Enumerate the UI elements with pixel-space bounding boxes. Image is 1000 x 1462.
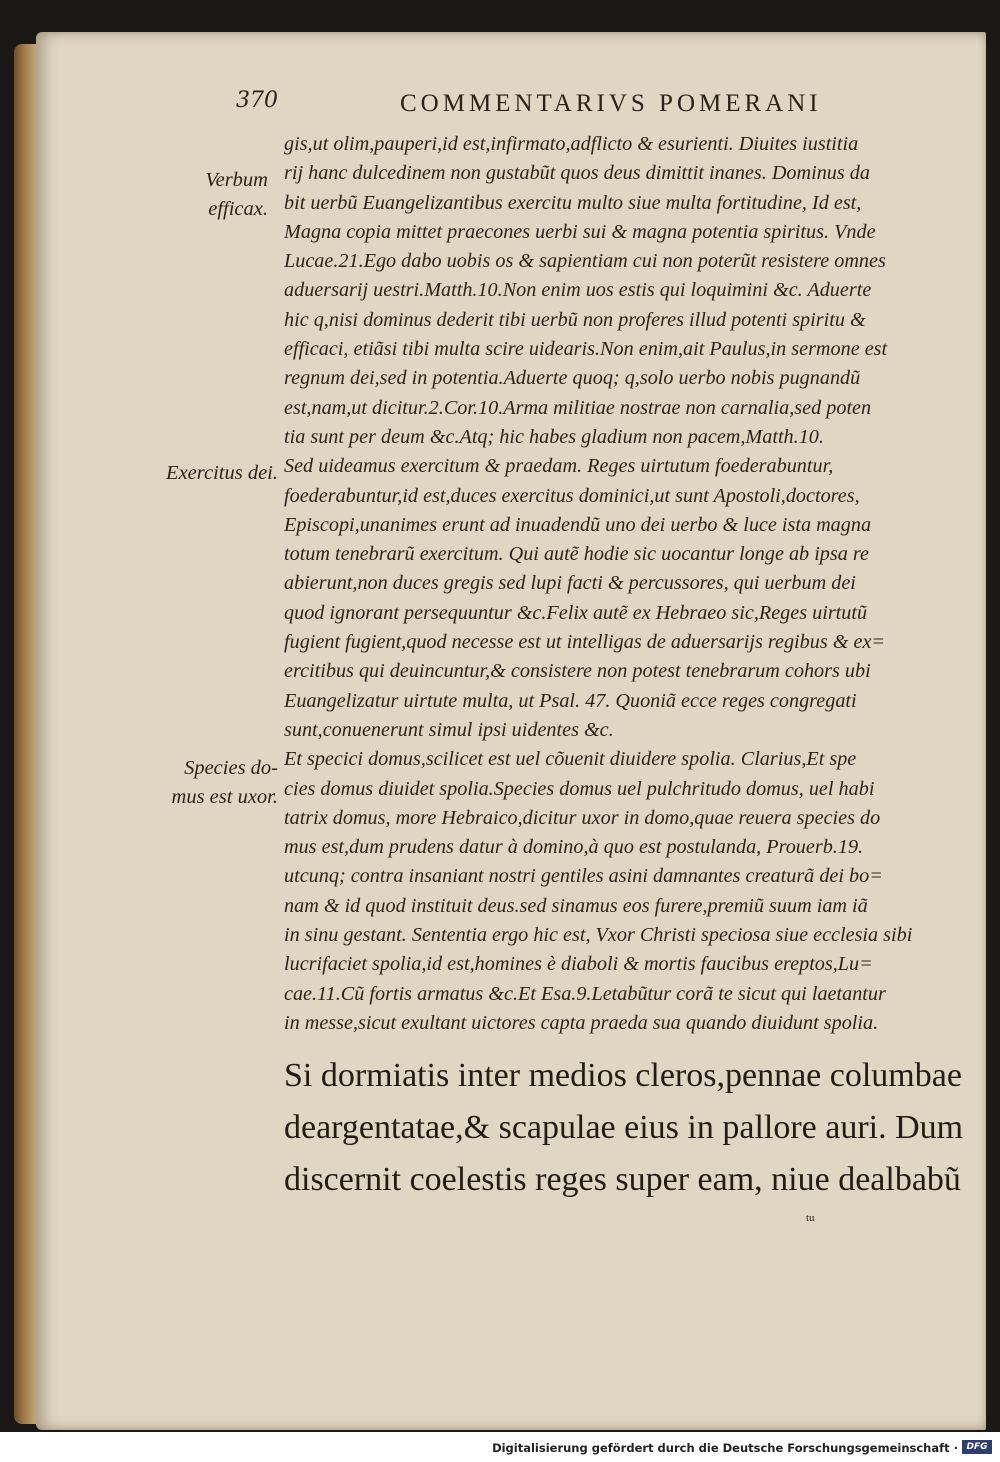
- text-line: efficaci, etiãsi tibi multa scire uidearis.Non enim,ait Paulus,in sermone est: [284, 338, 888, 361]
- text-line: lucrifaciet spolia,id est,homines è diaboli & mortis faucibus ereptos,Lu=: [284, 953, 873, 976]
- text-line: hic q,nisi dominus dederit tibi uerbũ non proferes illud potenti spiritu &: [284, 308, 866, 331]
- catchword: tu: [806, 1212, 815, 1224]
- text-line: sunt,conuenerunt simul ipsi uidentes &c.: [284, 718, 614, 741]
- psalm-line: deargentatae,& scapulae eius in pallore auri. Dum: [284, 1109, 964, 1146]
- funding-credit: Digitalisierung gefördert durch die Deutsche Forschungsgemeinschaft ·: [492, 1441, 958, 1455]
- text-line: fugient fugient,quod necesse est ut intelligas de aduersarijs regibus & ex=: [284, 631, 886, 654]
- text-line: totum tenebrarũ exercitum. Qui autẽ hodie sic uocantur longe ab ipsa re: [284, 543, 869, 566]
- text-line: Magna copia mittet praecones uerbi sui & magna potentia spiritus. Vnde: [284, 220, 876, 243]
- digitization-footer: [0, 1432, 1000, 1462]
- text-line: gis,ut olim,pauperi,id est,infirmato,adflicto & esurienti. Diuites iustitia: [284, 133, 859, 155]
- text-line: cies domus diuidet spolia.Species domus uel pulchritudo domus, uel habi: [284, 777, 875, 800]
- text-line: nam & id quod instituit deus.sed sinamus eos furere,premiũ suum iam iã: [284, 894, 868, 917]
- marginal-note-verbum: Verbum efficax.: [205, 169, 268, 220]
- page-header: [236, 88, 956, 128]
- text-line: est,nam,ut dicitur.2.Cor.10.Arma militiae nostrae non carnalia,sed poten: [284, 396, 872, 419]
- dfg-logo-icon: DFG: [962, 1440, 992, 1454]
- psalm-line: Si dormiatis inter medios cleros,pennae columbae: [284, 1057, 962, 1094]
- text-line: aduersarij uestri.Matth.10.Non enim uos estis qui loquimini &c. Aduerte: [284, 279, 872, 302]
- running-title: COMMENTARIVS POMERANI: [400, 90, 822, 117]
- text-line: Euangelizatur uirtute multa, ut Psal. 47. Quoniã ecce reges congregati: [284, 689, 857, 712]
- text-line: in sinu gestant. Sententia ergo hic est, Vxor Christi speciosa siue ecclesia sibi: [284, 924, 913, 947]
- marginal-note-species: Species do- mus est uxor.: [171, 757, 278, 808]
- text-line: in messe,sicut exultant uictores capta praeda sua quando diuidunt spolia.: [284, 1011, 879, 1034]
- marginal-note-exercitus: Exercitus dei.: [166, 462, 278, 484]
- text-line: Episcopi,unanimes erunt ad inuadendũ uno dei uerbo & luce ista magna: [284, 513, 872, 536]
- text-line: Sed uideamus exercitum & praedam. Reges uirtutum foederabuntur,: [284, 455, 834, 478]
- text-line: Lucae.21.Ego dabo uobis os & sapientiam cui non poterũt resistere omnes: [284, 250, 886, 273]
- text-line: foederabuntur,id est,duces exercitus dominici,ut sunt Apostoli,doctores,: [284, 484, 860, 507]
- psalm-line: discernit coelestis reges super eam, niue dealbabũ: [284, 1161, 961, 1198]
- text-line: abierunt,non duces gregis sed lupi facti & percussores, qui uerbum dei: [284, 572, 856, 595]
- text-line: rij hanc dulcedinem non gustabũt quos deus dimittit inanes. Dominus da: [284, 162, 870, 185]
- text-line: regnum dei,sed in potentia.Aduerte quoq; q,solo uerbo nobis pugnandũ: [284, 367, 861, 390]
- text-line: tatrix domus, more Hebraico,dicitur uxor in domo,quae reuera species do: [284, 806, 881, 829]
- commentary-body: [284, 130, 950, 1038]
- text-line: Et specici domus,scilicet est uel cõuenit diuidere spolia. Clarius,Et spe: [284, 748, 857, 771]
- text-line: cae.11.Cũ fortis armatus &c.Et Esa.9.Letabũtur corã te sicut qui laetantur: [284, 982, 886, 1005]
- text-line: tia sunt per deum &c.Atq; hic habes gladium non pacem,Matth.10.: [284, 425, 824, 448]
- text-line: quod ignorant persequuntur &c.Felix autẽ ex Hebraeo sic,Reges uirtutũ: [284, 601, 868, 624]
- page-number: 370: [236, 88, 278, 113]
- text-line: bit uerbũ Euangelizantibus exercitu multo siue multa fortitudine, Id est,: [284, 191, 862, 214]
- text-line: ercitibus qui deuincuntur,& consistere non potest tenebrarum cohors ubi: [284, 660, 871, 683]
- psalm-verse: [284, 1050, 964, 1206]
- text-line: utcunq; contra insaniant nostri gentiles asini damnantes creaturã dei bo=: [284, 865, 883, 888]
- text-line: mus est,dum prudens datur à domino,à quo est postulanda, Prouerb.19.: [284, 836, 864, 859]
